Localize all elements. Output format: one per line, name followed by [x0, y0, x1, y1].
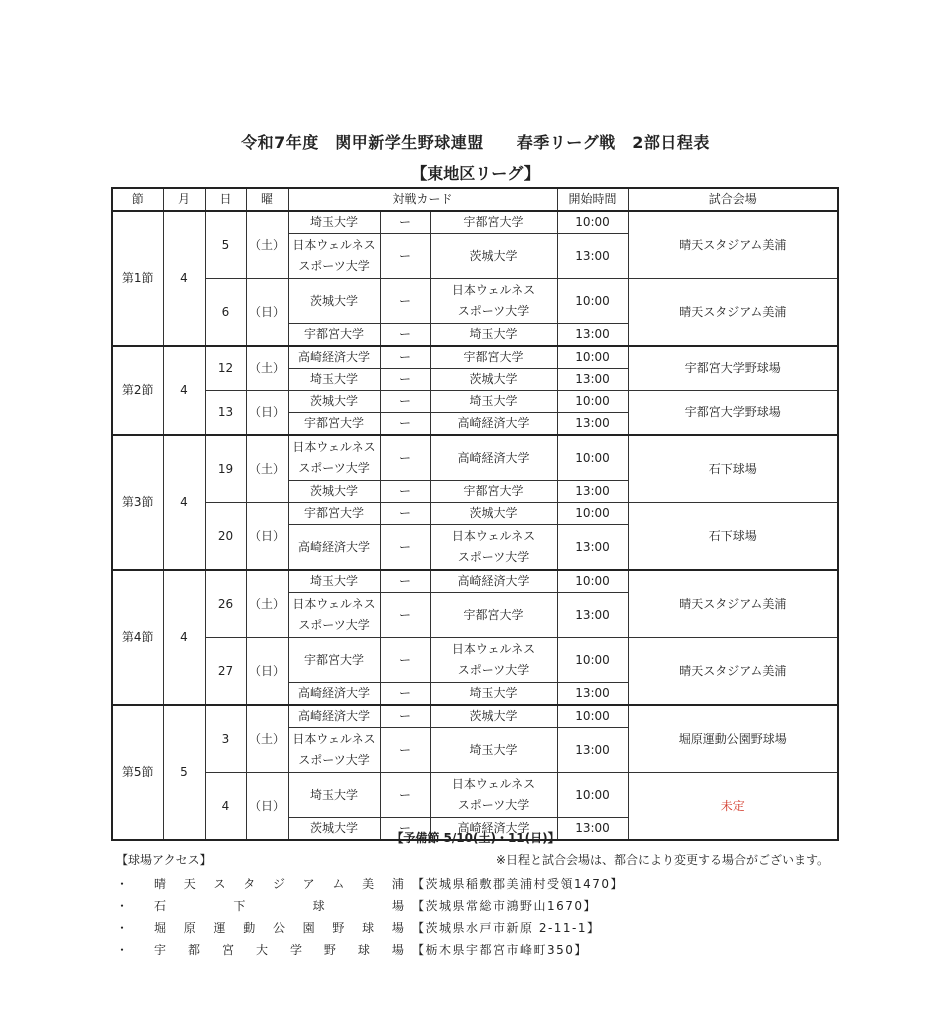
header-venue: 試合会場 — [628, 188, 838, 211]
home-team: 茨城大学 — [288, 481, 380, 503]
venue-item — [116, 873, 624, 895]
venue-cell: 晴天スタジアム美浦 — [628, 570, 838, 638]
home-team: 宇都宮大学 — [288, 413, 380, 436]
versus-dash: ー — [380, 391, 430, 413]
start-time: 10:00 — [557, 391, 628, 413]
section-cell: 第4節 — [112, 570, 163, 705]
away-team: 高崎経済大学 — [430, 570, 557, 593]
venue-cell: 晴天スタジアム美浦 — [628, 279, 838, 347]
home-team: 茨城大学 — [288, 818, 380, 841]
bullet-icon: ・ — [116, 877, 129, 891]
start-time: 13:00 — [557, 481, 628, 503]
venue-cell: 堀原運動公園野球場 — [628, 705, 838, 773]
table-row — [112, 638, 838, 683]
away-team: 茨城大学 — [430, 503, 557, 525]
start-time: 10:00 — [557, 705, 628, 728]
day-cell: 13 — [205, 391, 246, 436]
venue-list — [116, 873, 624, 961]
day-cell: 19 — [205, 435, 246, 503]
start-time: 13:00 — [557, 413, 628, 436]
home-team: 宇都宮大学 — [288, 324, 380, 347]
home-team: 高崎経済大学 — [288, 525, 380, 571]
month-cell: 4 — [163, 435, 205, 570]
home-team: 宇都宮大学 — [288, 638, 380, 683]
table-row — [112, 211, 838, 234]
away-team: 埼玉大学 — [430, 391, 557, 413]
header-start-time: 開始時間 — [557, 188, 628, 211]
table-row — [112, 570, 838, 593]
bullet-icon: ・ — [116, 921, 129, 935]
venue-cell: 晴天スタジアム美浦 — [628, 638, 838, 706]
versus-dash: ー — [380, 435, 430, 481]
away-team: 茨城大学 — [430, 705, 557, 728]
month-cell: 4 — [163, 211, 205, 346]
start-time: 10:00 — [557, 773, 628, 818]
venue-name: 晴 天 ス タ ジ ア ム 美 浦 — [154, 877, 404, 891]
header-month: 月 — [163, 188, 205, 211]
header-matchup: 対戦カード — [288, 188, 557, 211]
away-team: 日本ウェルネス スポーツ大学 — [430, 525, 557, 571]
away-team: 宇都宮大学 — [430, 346, 557, 369]
league-subtitle: 【東地区リーグ】 — [411, 164, 540, 183]
away-team: 宇都宮大学 — [430, 593, 557, 638]
versus-dash: ー — [380, 279, 430, 324]
away-team: 茨城大学 — [430, 234, 557, 279]
section-cell: 第1節 — [112, 211, 163, 346]
day-cell: 3 — [205, 705, 246, 773]
start-time: 13:00 — [557, 369, 628, 391]
table-row — [112, 279, 838, 324]
venue-address: 【栃木県宇都宮市峰町350】 — [412, 943, 588, 957]
home-team: 日本ウェルネス スポーツ大学 — [288, 435, 380, 481]
day-cell: 4 — [205, 773, 246, 841]
home-team: 埼玉大学 — [288, 211, 380, 234]
start-time: 10:00 — [557, 279, 628, 324]
versus-dash: ー — [380, 234, 430, 279]
month-cell: 4 — [163, 570, 205, 705]
venue-address: 【茨城県常総市鴻野山1670】 — [412, 899, 598, 913]
home-team: 埼玉大学 — [288, 570, 380, 593]
away-team: 日本ウェルネス スポーツ大学 — [430, 773, 557, 818]
versus-dash: ー — [380, 773, 430, 818]
weekday-cell: （土） — [246, 570, 288, 638]
home-team: 埼玉大学 — [288, 773, 380, 818]
versus-dash: ー — [380, 481, 430, 503]
start-time: 13:00 — [557, 728, 628, 773]
header-section: 節 — [112, 188, 163, 211]
day-cell: 20 — [205, 503, 246, 571]
venue-cell: 宇都宮大学野球場 — [628, 391, 838, 436]
venue-cell: 晴天スタジアム美浦 — [628, 211, 838, 279]
header-weekday: 曜 — [246, 188, 288, 211]
venue-address: 【茨城県稲敷郡美浦村受領1470】 — [412, 877, 625, 891]
venue-name: 石 下 球 場 — [154, 899, 404, 913]
weekday-cell: （日） — [246, 279, 288, 347]
table-row — [112, 705, 838, 728]
section-cell: 第5節 — [112, 705, 163, 840]
venue-cell: 石下球場 — [628, 503, 838, 571]
weekday-cell: （土） — [246, 705, 288, 773]
weekday-cell: （日） — [246, 503, 288, 571]
weekday-cell: （日） — [246, 391, 288, 436]
start-time: 10:00 — [557, 435, 628, 481]
venue-cell: 未定 — [628, 773, 838, 841]
start-time: 13:00 — [557, 234, 628, 279]
start-time: 10:00 — [557, 346, 628, 369]
table-row — [112, 435, 838, 481]
versus-dash: ー — [380, 728, 430, 773]
weekday-cell: （土） — [246, 211, 288, 279]
table-header-row — [112, 188, 838, 211]
page-title: 令和7年度 関甲新学生野球連盟 春季リーグ戦 2部日程表 — [241, 133, 710, 152]
versus-dash: ー — [380, 818, 430, 841]
away-team: 日本ウェルネス スポーツ大学 — [430, 279, 557, 324]
home-team: 宇都宮大学 — [288, 503, 380, 525]
day-cell: 5 — [205, 211, 246, 279]
away-team: 埼玉大学 — [430, 728, 557, 773]
venue-address: 【茨城県水戸市新原 2-11-1】 — [412, 921, 601, 935]
venue-name: 宇 都 宮 大 学 野 球 場 — [154, 943, 404, 957]
versus-dash: ー — [380, 705, 430, 728]
table-row — [112, 773, 838, 818]
home-team: 日本ウェルネス スポーツ大学 — [288, 728, 380, 773]
start-time: 13:00 — [557, 525, 628, 571]
home-team: 埼玉大学 — [288, 369, 380, 391]
versus-dash: ー — [380, 525, 430, 571]
venue-item — [116, 939, 624, 961]
away-team: 宇都宮大学 — [430, 481, 557, 503]
section-cell: 第2節 — [112, 346, 163, 435]
versus-dash: ー — [380, 346, 430, 369]
day-cell: 26 — [205, 570, 246, 638]
day-cell: 27 — [205, 638, 246, 706]
venue-cell: 宇都宮大学野球場 — [628, 346, 838, 391]
access-heading: 【球場アクセス】 — [116, 853, 212, 867]
start-time: 10:00 — [557, 503, 628, 525]
table-row — [112, 391, 838, 413]
table-row — [112, 503, 838, 525]
weekday-cell: （日） — [246, 773, 288, 841]
start-time: 13:00 — [557, 683, 628, 706]
versus-dash: ー — [380, 593, 430, 638]
weekday-cell: （土） — [246, 346, 288, 391]
home-team: 高崎経済大学 — [288, 683, 380, 706]
home-team: 日本ウェルネス スポーツ大学 — [288, 593, 380, 638]
away-team: 高崎経済大学 — [430, 435, 557, 481]
versus-dash: ー — [380, 211, 430, 234]
away-team: 埼玉大学 — [430, 324, 557, 347]
venue-item — [116, 917, 624, 939]
versus-dash: ー — [380, 324, 430, 347]
month-cell: 4 — [163, 346, 205, 435]
header-day: 日 — [205, 188, 246, 211]
away-team: 高崎経済大学 — [430, 818, 557, 841]
venue-cell: 石下球場 — [628, 435, 838, 503]
section-cell: 第3節 — [112, 435, 163, 570]
venue-item — [116, 895, 624, 917]
home-team: 日本ウェルネス スポーツ大学 — [288, 234, 380, 279]
day-cell: 12 — [205, 346, 246, 391]
home-team: 高崎経済大学 — [288, 346, 380, 369]
away-team: 埼玉大学 — [430, 683, 557, 706]
versus-dash: ー — [380, 683, 430, 706]
month-cell: 5 — [163, 705, 205, 840]
versus-dash: ー — [380, 369, 430, 391]
table-row — [112, 346, 838, 369]
away-team: 日本ウェルネス スポーツ大学 — [430, 638, 557, 683]
versus-dash: ー — [380, 570, 430, 593]
away-team: 高崎経済大学 — [430, 413, 557, 436]
versus-dash: ー — [380, 413, 430, 436]
start-time: 10:00 — [557, 638, 628, 683]
bullet-icon: ・ — [116, 943, 129, 957]
venue-name: 堀 原 運 動 公 園 野 球 場 — [154, 921, 404, 935]
versus-dash: ー — [380, 638, 430, 683]
home-team: 茨城大学 — [288, 391, 380, 413]
start-time: 10:00 — [557, 570, 628, 593]
schedule-table — [111, 187, 839, 841]
home-team: 茨城大学 — [288, 279, 380, 324]
away-team: 宇都宮大学 — [430, 211, 557, 234]
weekday-cell: （土） — [246, 435, 288, 503]
schedule-notice: ※日程と試合会場は、都合により変更する場合がございます。 — [495, 853, 829, 867]
away-team: 茨城大学 — [430, 369, 557, 391]
start-time: 10:00 — [557, 211, 628, 234]
start-time: 13:00 — [557, 324, 628, 347]
home-team: 高崎経済大学 — [288, 705, 380, 728]
day-cell: 6 — [205, 279, 246, 347]
start-time: 13:00 — [557, 818, 628, 841]
weekday-cell: （日） — [246, 638, 288, 706]
bullet-icon: ・ — [116, 899, 129, 913]
start-time: 13:00 — [557, 593, 628, 638]
reserve-dates: 【予備節 5/10(土)・11(日)】 — [391, 831, 560, 845]
versus-dash: ー — [380, 503, 430, 525]
